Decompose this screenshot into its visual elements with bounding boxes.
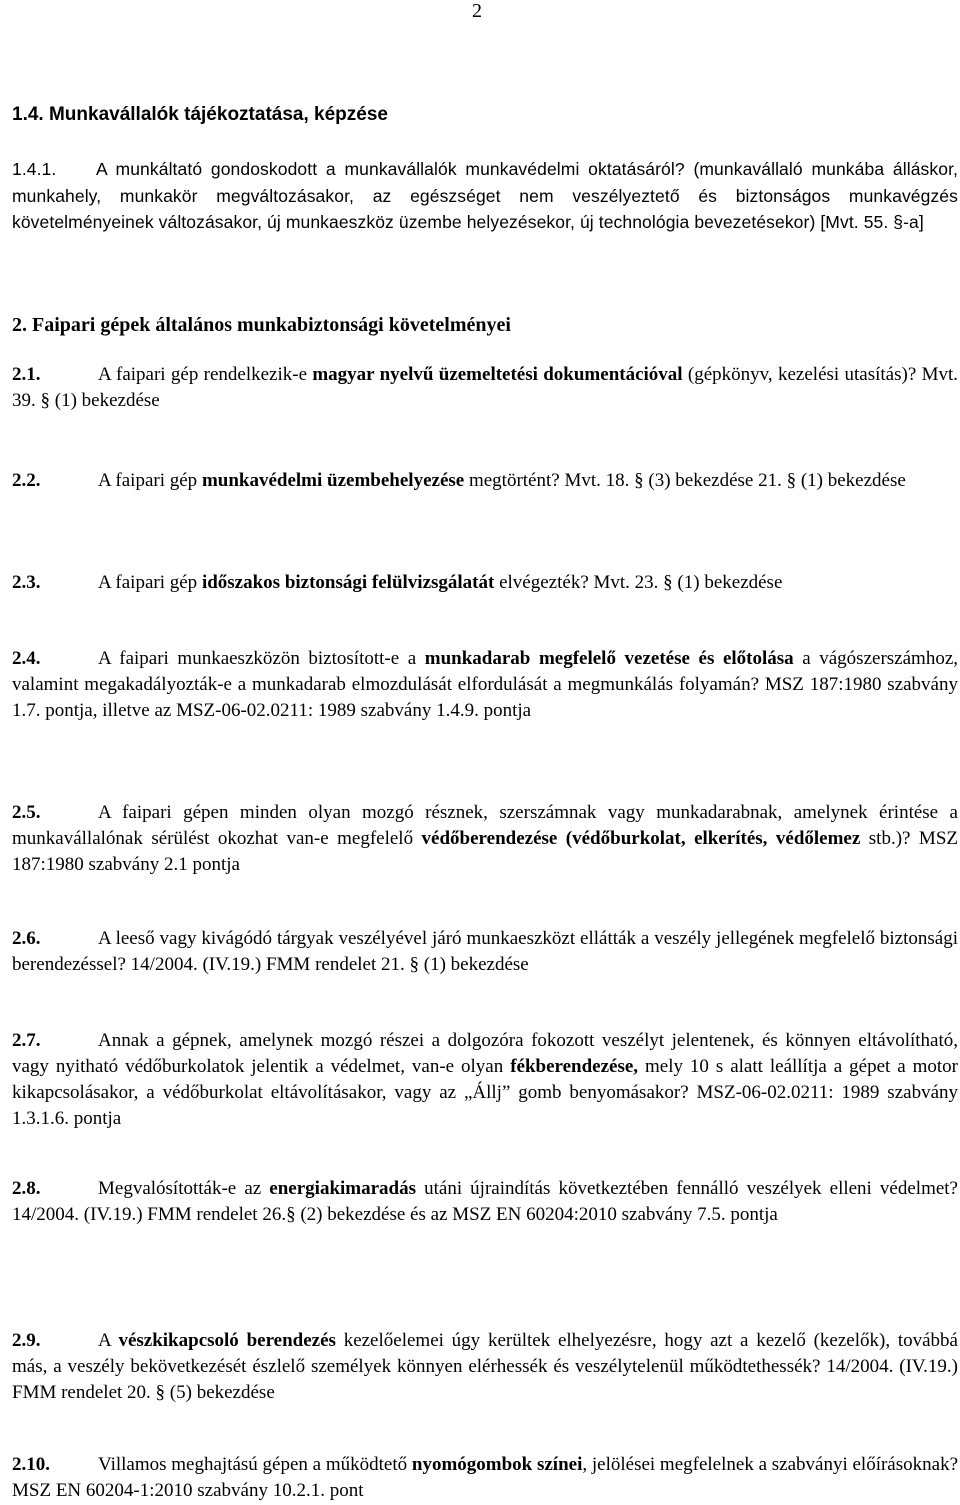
item-text: A leeső vagy kivágódó tárgyak veszélyével járó munkaeszközt ellátták a veszély jellegének megfelelő biztonsági berendezéssel? 14/2004. (IV.19.) FMM rendelet 21. § (1) bekezdése bbox=[12, 928, 958, 975]
item-text: , jelölései megfelelnek a szabványi előírásoknak? MSZ EN 60204-1:2010 szabvány 10.2.1. pont bbox=[12, 1454, 958, 1501]
item-text: elvégezték? Mvt. 23. § (1) bekezdése bbox=[494, 572, 783, 593]
item-text: A faipari gép rendelkezik-e bbox=[98, 364, 313, 385]
item-1-4-1 bbox=[12, 156, 958, 236]
item-text: Megvalósították-e az bbox=[98, 1178, 270, 1199]
item-number: 2.10. bbox=[12, 1454, 50, 1475]
item-text bbox=[690, 648, 699, 669]
item-text: A bbox=[98, 1330, 119, 1351]
item-bold: időszakos biztonsági felülvizsgálatát bbox=[201, 572, 495, 593]
item-bold: vészkikapcsoló berendezés bbox=[118, 1330, 336, 1351]
item-text: mely 10 s alatt leállítja a gépet a motor kikapcsolásakor, a védőburkolat eltávolításakor, vagy az „Állj” gomb benyomásakor? MSZ-06-02.0211: 1989 szabvány 1.3.1.6. pontja bbox=[12, 1056, 958, 1129]
item-bold: védőberendezése (védőburkolat, elkerítés, védőlemez bbox=[421, 828, 861, 849]
item-2-3 bbox=[12, 570, 958, 596]
item-text: A faipari gép bbox=[98, 470, 202, 491]
item-number: 2.3. bbox=[12, 572, 41, 593]
item-2-7 bbox=[12, 1028, 958, 1132]
item-text-line1: A munkáltató gondoskodott a munkavállalók munkavédelmi oktatásáról? (munkavállaló bbox=[96, 159, 803, 179]
item-number: 2.7. bbox=[12, 1030, 41, 1051]
section-heading-2: 2. Faipari gépek általános munkabiztonsági követelményei bbox=[12, 314, 511, 336]
item-2-8 bbox=[12, 1176, 958, 1228]
item-2-9 bbox=[12, 1328, 958, 1406]
item-2-4 bbox=[12, 646, 958, 724]
item-text: megtörtént? Mvt. 18. § (3) bekezdése 21. § (1) bekezdése bbox=[464, 470, 906, 491]
item-text: stb.)? MSZ 187:1980 szabvány 2.1 pontja bbox=[12, 828, 958, 875]
item-text: A faipari munkaeszközön biztosított-e a bbox=[98, 648, 425, 669]
item-bold: munkavédelmi üzembehelyezése bbox=[201, 470, 465, 491]
item-text-rest: munkába álláskor, munkahely, munkakör megváltozásakor, az egészséget nem veszélyeztető és biztonságos munkavégzés követelményeinek változásakor, új munkaeszköz üzembe helyezésekor, új technológia bevezetésekor) [Mvt. 55. §-a] bbox=[12, 159, 958, 232]
item-number: 2.8. bbox=[12, 1178, 41, 1199]
item-number: 1.4.1. bbox=[12, 159, 57, 179]
item-number: 2.6. bbox=[12, 928, 41, 949]
item-2-2 bbox=[12, 468, 958, 494]
item-number: 2.9. bbox=[12, 1330, 41, 1351]
item-text: kezelőelemei úgy kerültek elhelyezésre, hogy azt a kezelő (kezelők), továbbá más, a veszély bekövetkezését észlelő személyek könnyen elérhessék és veszélytelenül működtethessék? 14/2004. (IV.19.) FMM rendelet 20. § (5) bekezdése bbox=[12, 1330, 958, 1403]
item-bold: nyomógombok színei bbox=[411, 1454, 583, 1475]
item-bold: magyar nyelvű üzemeltetési dokumentációval bbox=[312, 364, 683, 385]
item-bold: és előtolása bbox=[698, 648, 794, 669]
item-text: A faipari gépen minden olyan mozgó résznek, szerszámnak vagy munkadarabnak, amelynek érintése a munkavállalónak sérülést okozhat van-e megfelelő bbox=[12, 802, 958, 849]
item-text: A faipari gép bbox=[98, 572, 202, 593]
page-number: 2 bbox=[472, 0, 482, 22]
section-heading-1-4: 1.4. Munkavállalók tájékoztatása, képzése bbox=[12, 104, 388, 125]
item-number: 2.2. bbox=[12, 470, 41, 491]
item-bold: energiakimaradás bbox=[269, 1178, 417, 1199]
item-number: 2.5. bbox=[12, 802, 41, 823]
item-text: Villamos meghajtású gépen a működtető bbox=[98, 1454, 412, 1475]
item-text: a vágószerszámhoz, valamint megakadályozták-e a munkadarab elmozdulását elfordulását a megmunkálás folyamán? MSZ 187:1980 szabvány 1.7. pontja, illetve az MSZ-06-02.0211: 1989 szabvány 1.4.9. pontja bbox=[12, 648, 958, 721]
item-number: 2.1. bbox=[12, 364, 41, 385]
item-2-5 bbox=[12, 800, 958, 878]
item-2-1 bbox=[12, 362, 958, 414]
item-2-6 bbox=[12, 926, 958, 978]
item-2-10 bbox=[12, 1452, 958, 1504]
item-text: (gépkönyv, kezelési utasítás)? Mvt. 39. § (1) bekezdése bbox=[12, 364, 958, 411]
item-number: 2.4. bbox=[12, 648, 41, 669]
item-text: Annak a gépnek, amelynek mozgó részei a dolgozóra fokozott veszélyt jelentenek, és könnyen eltávolítható, vagy nyitható védőburkolatok jelentik a védelmet, van-e olyan bbox=[12, 1030, 958, 1077]
item-text: utáni újraindítás következtében fennálló veszélyek elleni védelmet? 14/2004. (IV.19.) FMM rendelet 26.§ (2) bekezdése és az MSZ EN 60204:2010 szabvány 7.5. pontja bbox=[12, 1178, 958, 1225]
item-bold: fékberendezése, bbox=[510, 1056, 639, 1077]
item-bold: munkadarab megfelelő vezetése bbox=[424, 648, 690, 669]
